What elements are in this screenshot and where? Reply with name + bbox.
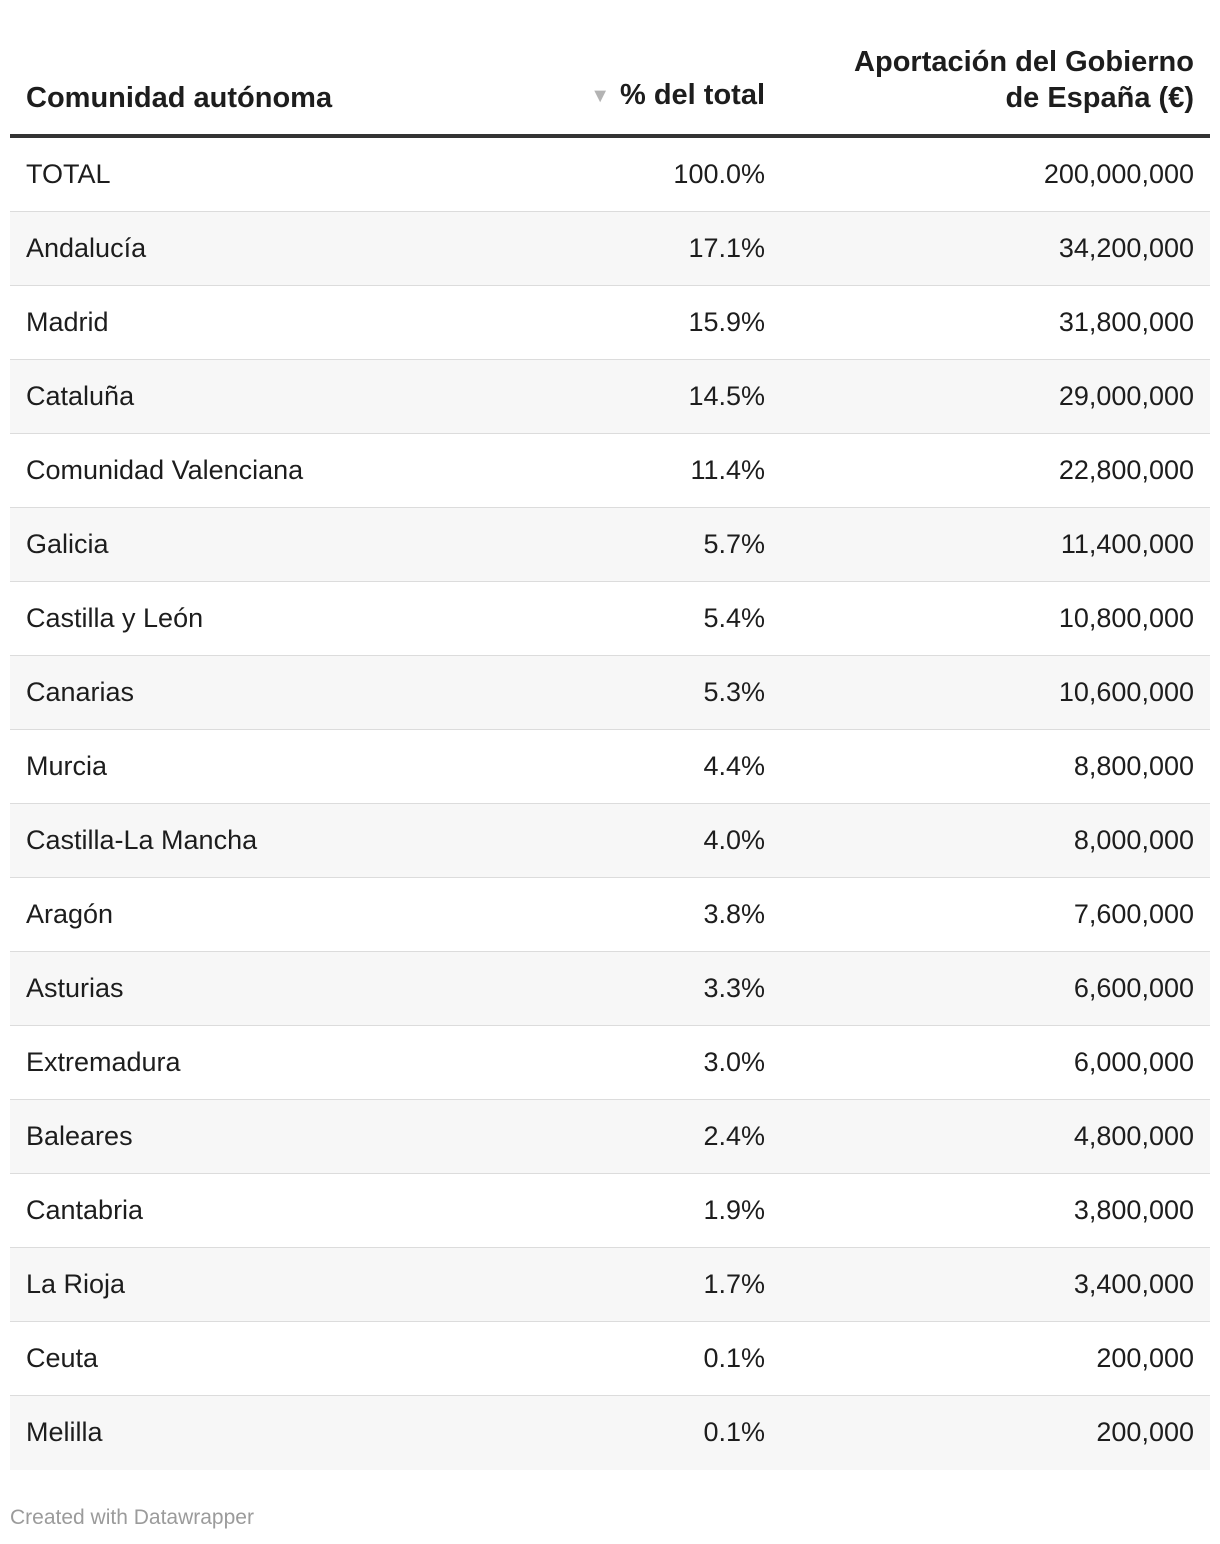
cell-aportacion: 3,400,000 xyxy=(1073,1269,1194,1299)
cell-pct: 11.4% xyxy=(690,455,765,485)
cell-comunidad: Ceuta xyxy=(26,1343,99,1373)
cell-comunidad: Extremadura xyxy=(26,1047,181,1077)
table-row xyxy=(10,434,1210,508)
cell-comunidad: Cataluña xyxy=(26,381,135,411)
cell-comunidad: Cantabria xyxy=(26,1195,144,1225)
cell-aportacion: 7,600,000 xyxy=(1073,899,1194,929)
table-row xyxy=(10,730,1210,804)
column-header-comunidad[interactable]: Comunidad autónoma xyxy=(26,82,333,114)
cell-aportacion: 200,000 xyxy=(1096,1417,1194,1447)
cell-pct: 0.1% xyxy=(703,1417,765,1447)
cell-aportacion: 10,800,000 xyxy=(1058,603,1194,633)
table-row xyxy=(10,952,1210,1026)
cell-comunidad: Castilla-La Mancha xyxy=(26,825,258,855)
table-row xyxy=(10,508,1210,582)
cell-aportacion: 34,200,000 xyxy=(1058,233,1194,263)
cell-pct: 17.1% xyxy=(688,233,765,263)
table-row xyxy=(10,1174,1210,1248)
cell-pct: 5.7% xyxy=(703,529,765,559)
table-header xyxy=(10,0,1210,138)
cell-aportacion: 4,800,000 xyxy=(1073,1121,1194,1151)
cell-pct: 100.0% xyxy=(673,159,765,189)
cell-comunidad: Canarias xyxy=(26,677,135,707)
cell-comunidad: Murcia xyxy=(26,751,108,781)
cell-aportacion: 6,000,000 xyxy=(1073,1047,1194,1077)
table-row xyxy=(10,1396,1210,1470)
cell-comunidad: Asturias xyxy=(26,973,124,1003)
cell-comunidad: Melilla xyxy=(26,1417,103,1447)
cell-aportacion: 3,800,000 xyxy=(1073,1195,1194,1225)
footer-credit[interactable]: Created with Datawrapper xyxy=(10,1506,254,1529)
table-row xyxy=(10,360,1210,434)
table-row xyxy=(10,1322,1210,1396)
cell-pct: 0.1% xyxy=(703,1343,765,1373)
cell-pct: 5.4% xyxy=(703,603,765,633)
table-row xyxy=(10,878,1210,952)
cell-aportacion: 11,400,000 xyxy=(1060,529,1194,559)
table-row xyxy=(10,1026,1210,1100)
table-row xyxy=(10,1248,1210,1322)
cell-aportacion: 6,600,000 xyxy=(1073,973,1194,1003)
cell-pct: 3.0% xyxy=(703,1047,765,1077)
column-header-aportacion[interactable] xyxy=(794,44,1194,116)
cell-pct: 3.3% xyxy=(703,973,765,1003)
cell-pct: 2.4% xyxy=(703,1121,765,1151)
cell-pct: 3.8% xyxy=(703,899,765,929)
cell-aportacion: 8,800,000 xyxy=(1073,751,1194,781)
cell-comunidad: Castilla y León xyxy=(26,603,204,633)
table-row xyxy=(10,138,1210,212)
table-row xyxy=(10,582,1210,656)
table-row xyxy=(10,1100,1210,1174)
cell-aportacion: 22,800,000 xyxy=(1058,455,1194,485)
cell-comunidad: Madrid xyxy=(26,307,109,337)
table-body xyxy=(10,138,1210,1470)
cell-comunidad: Baleares xyxy=(26,1121,133,1151)
cell-comunidad: La Rioja xyxy=(26,1269,126,1299)
cell-aportacion: 200,000 xyxy=(1096,1343,1194,1373)
cell-aportacion: 8,000,000 xyxy=(1073,825,1194,855)
cell-pct: 1.9% xyxy=(703,1195,765,1225)
column-header-aportacion-line2: de España (€) xyxy=(1005,82,1194,114)
table-row xyxy=(10,656,1210,730)
column-header-aportacion-line1: Aportación del Gobierno xyxy=(854,46,1194,78)
column-header-pct-label: % del total xyxy=(619,79,765,111)
cell-comunidad: Galicia xyxy=(26,529,109,559)
table-row xyxy=(10,804,1210,878)
cell-aportacion: 31,800,000 xyxy=(1058,307,1194,337)
cell-pct: 1.7% xyxy=(703,1269,765,1299)
cell-comunidad: TOTAL xyxy=(26,159,111,189)
cell-aportacion: 29,000,000 xyxy=(1058,381,1194,411)
cell-comunidad: Aragón xyxy=(26,899,114,929)
cell-pct: 4.4% xyxy=(703,751,765,781)
data-table xyxy=(10,0,1210,1470)
column-header-pct[interactable] xyxy=(590,77,765,116)
cell-comunidad: Comunidad Valenciana xyxy=(26,455,304,485)
sort-descending-icon: ▼ xyxy=(590,85,610,107)
cell-pct: 14.5% xyxy=(688,381,765,411)
cell-pct: 15.9% xyxy=(688,307,765,337)
cell-pct: 4.0% xyxy=(703,825,765,855)
cell-aportacion: 10,600,000 xyxy=(1058,677,1194,707)
cell-comunidad: Andalucía xyxy=(26,233,147,263)
table-row xyxy=(10,286,1210,360)
table-row xyxy=(10,212,1210,286)
cell-pct: 5.3% xyxy=(703,677,765,707)
cell-aportacion: 200,000,000 xyxy=(1043,159,1194,189)
